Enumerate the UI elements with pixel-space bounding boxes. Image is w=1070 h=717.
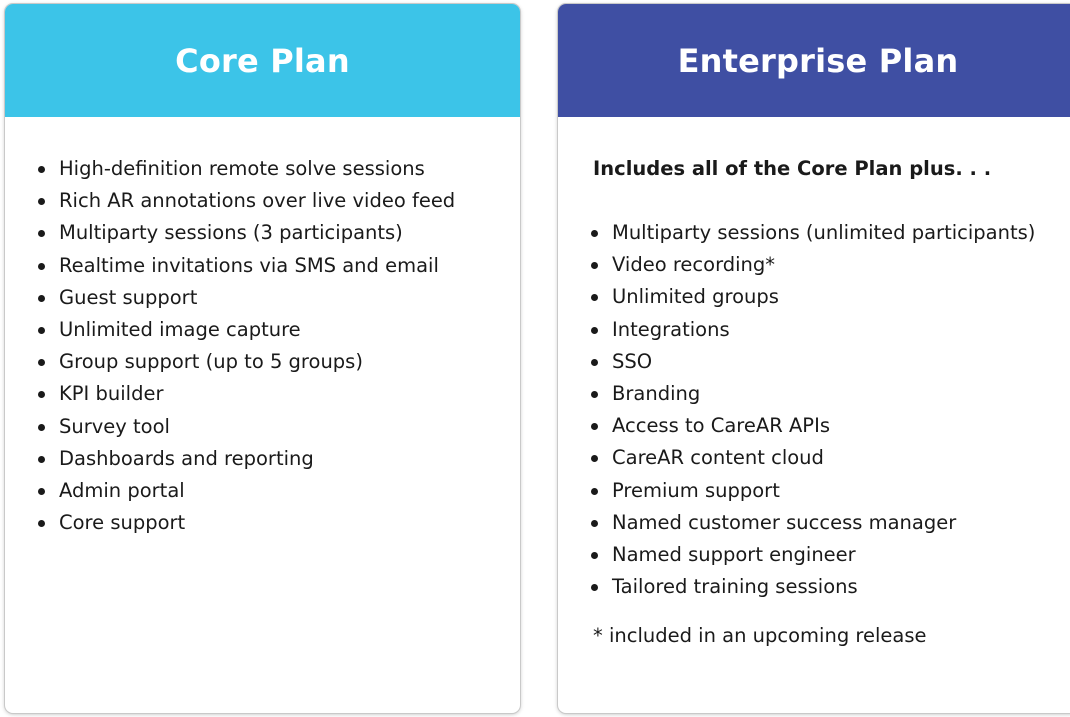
bullet-icon — [591, 359, 598, 366]
feature-item — [612, 571, 1035, 603]
feature-label: Realtime invitations via SMS and email — [59, 253, 439, 277]
enterprise-plan-title: Enterprise Plan — [677, 41, 959, 80]
enterprise-plan-feature-list — [612, 217, 1035, 603]
core-plan-title: Core Plan — [175, 41, 350, 80]
bullet-icon — [38, 230, 45, 237]
feature-label: KPI builder — [59, 382, 164, 406]
feature-label: Named support engineer — [612, 542, 856, 566]
feature-item — [612, 539, 1035, 571]
feature-item — [59, 185, 455, 217]
bullet-icon — [591, 455, 598, 462]
bullet-icon — [591, 488, 598, 495]
enterprise-plan-intro: Includes all of the Core Plan plus. . . — [593, 157, 992, 180]
feature-item — [59, 411, 455, 443]
feature-item — [612, 442, 1035, 474]
feature-label: Rich AR annotations over live video feed — [59, 189, 456, 213]
core-plan-feature-list — [59, 153, 455, 539]
feature-label: Premium support — [612, 478, 780, 502]
feature-label: Access to CareAR APIs — [612, 414, 830, 438]
feature-item — [612, 475, 1035, 507]
feature-label: Admin portal — [59, 478, 185, 502]
feature-item — [59, 153, 455, 185]
feature-label: Survey tool — [59, 414, 170, 438]
feature-item — [612, 410, 1035, 442]
feature-item — [612, 314, 1035, 346]
bullet-icon — [38, 198, 45, 205]
bullet-icon — [38, 456, 45, 463]
feature-item — [612, 378, 1035, 410]
bullet-icon — [591, 520, 598, 527]
bullet-icon — [38, 359, 45, 366]
bullet-icon — [591, 423, 598, 430]
bullet-icon — [591, 262, 598, 269]
feature-label: Unlimited groups — [612, 285, 779, 309]
feature-label: CareAR content cloud — [612, 446, 824, 470]
bullet-icon — [38, 520, 45, 527]
bullet-icon — [591, 391, 598, 398]
bullet-icon — [38, 295, 45, 302]
feature-label: SSO — [612, 349, 653, 373]
bullet-icon — [591, 294, 598, 301]
bullet-icon — [38, 166, 45, 173]
feature-label: Guest support — [59, 285, 198, 309]
feature-label: Multiparty sessions (unlimited participants) — [612, 221, 1036, 244]
feature-label: Tailored training sessions — [612, 575, 858, 599]
feature-item — [59, 346, 455, 378]
feature-item — [59, 378, 455, 410]
feature-item — [59, 443, 455, 475]
feature-label: Core support — [59, 511, 186, 535]
feature-item — [59, 250, 455, 282]
bullet-icon — [591, 552, 598, 559]
feature-label: Dashboards and reporting — [59, 446, 314, 470]
bullet-icon — [38, 327, 45, 334]
core-plan-header — [5, 4, 520, 117]
feature-label: Unlimited image capture — [59, 317, 301, 341]
bullet-icon — [591, 230, 598, 237]
feature-item — [59, 282, 455, 314]
feature-item — [612, 281, 1035, 313]
enterprise-plan-footnote: * included in an upcoming release — [593, 624, 927, 647]
enterprise-plan-card — [558, 4, 1070, 713]
feature-item — [59, 475, 455, 507]
bullet-icon — [38, 424, 45, 431]
feature-item — [59, 217, 455, 249]
feature-item — [612, 217, 1035, 249]
feature-item — [612, 346, 1035, 378]
feature-item — [612, 507, 1035, 539]
core-plan-card — [5, 4, 520, 713]
feature-label: Integrations — [612, 317, 730, 341]
bullet-icon — [38, 488, 45, 495]
bullet-icon — [38, 263, 45, 270]
feature-label: Multiparty sessions (3 participants) — [59, 221, 403, 245]
feature-label: Named customer success manager — [612, 510, 957, 534]
enterprise-plan-header — [558, 4, 1070, 117]
feature-label: Video recording* — [612, 253, 776, 277]
feature-item — [59, 507, 455, 539]
bullet-icon — [591, 584, 598, 591]
feature-label: Group support (up to 5 groups) — [59, 350, 363, 374]
bullet-icon — [38, 391, 45, 398]
bullet-icon — [591, 327, 598, 334]
feature-item — [59, 314, 455, 346]
feature-item — [612, 249, 1035, 281]
feature-label: Branding — [612, 381, 701, 405]
feature-label: High-definition remote solve sessions — [59, 157, 425, 180]
